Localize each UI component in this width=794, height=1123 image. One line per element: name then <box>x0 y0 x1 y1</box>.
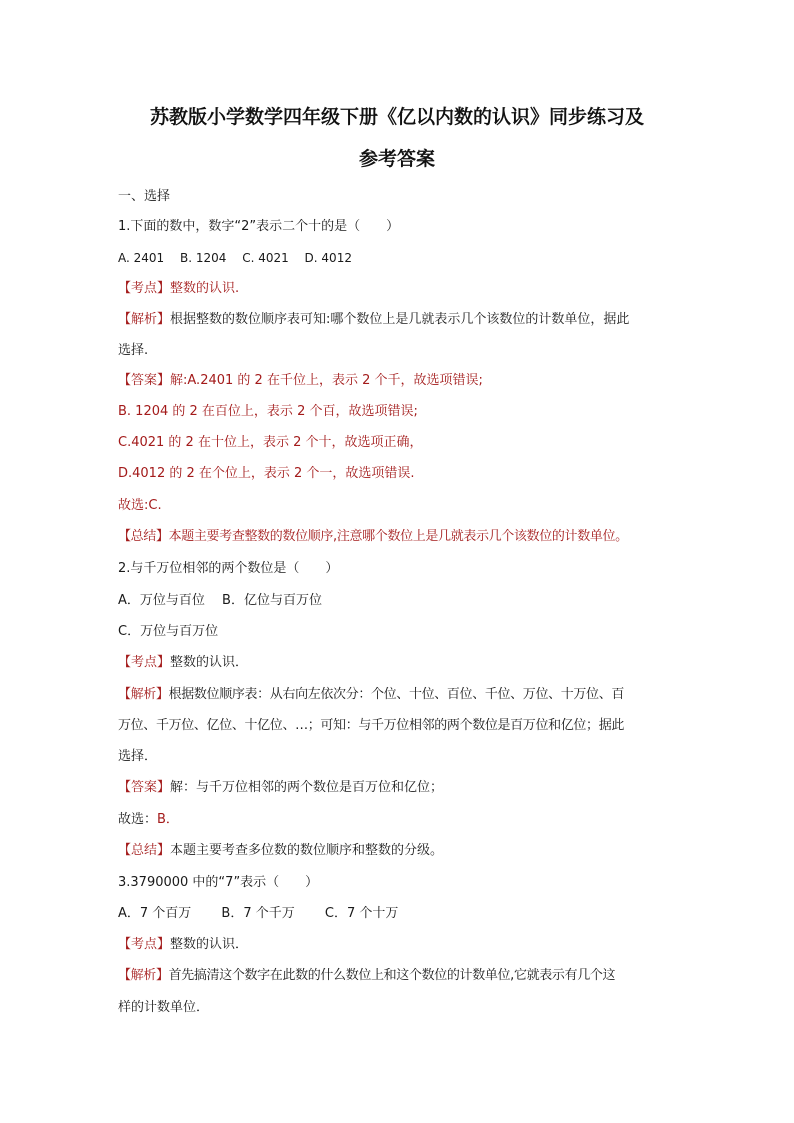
question-1-daan-c: C.4021 的 2 在十位上，表示 2 个十，故选项正确， <box>118 435 423 450</box>
question-2-jiexi-cont-2: 选择． <box>118 749 158 764</box>
guxuan-prefix: 故选： <box>118 812 158 827</box>
question-1-guxuan: 故选:C. <box>118 498 162 513</box>
zongjie-tag: 【总结】 <box>118 529 169 544</box>
kaodian-text: 整数的认识. <box>170 281 240 296</box>
question-1-daan <box>118 372 483 390</box>
question-1-kaodian <box>118 280 239 298</box>
question-2-jiexi <box>118 686 624 704</box>
kaodian-tag: 【考点】 <box>118 281 171 296</box>
document-title-line-2: 参考答案 <box>358 148 435 170</box>
question-3-options: A．7 个百万 B．7 个千万 C．7 个十万 <box>118 906 399 921</box>
daan-tag: 【答案】 <box>118 780 171 795</box>
question-2-kaodian <box>118 654 248 672</box>
kaodian-text: 整数的认识． <box>170 655 249 670</box>
question-3-jiexi-cont: 样的计数单位． <box>118 1000 210 1015</box>
question-2-options-2: C．万位与百万位 <box>118 624 219 639</box>
question-3-jiexi <box>118 967 615 985</box>
question-1-zongjie <box>118 528 628 546</box>
question-2-jiexi-cont-1: 万位、千万位、亿位、十亿位、…；可知：与千万位相邻的两个数位是百万位和亿位；据此 <box>118 718 625 733</box>
kaodian-tag: 【考点】 <box>118 937 171 952</box>
jiexi-tag: 【解析】 <box>118 687 169 702</box>
document-title-line-1: 苏教版小学数学四年级下册《亿以内数的认识》同步练习及 <box>149 106 644 128</box>
daan-text: 解：与千万位相邻的两个数位是百万位和亿位； <box>170 780 444 795</box>
daan-text: 解:A.2401 的 2 在千位上，表示 2 个千，故选项错误; <box>170 373 483 388</box>
jiexi-text: 首先搞清这个数字在此数的什么数位上和这个数位的计数单位,它就表示有几个这 <box>168 968 616 983</box>
section-heading: 一、选择 <box>118 189 171 204</box>
question-1-jiexi-cont: 选择. <box>118 343 149 358</box>
question-1-daan-d: D.4012 的 2 在个位上，表示 2 个一，故选项错误. <box>118 466 415 481</box>
question-1-daan-b: B. 1204 的 2 在百位上，表示 2 个百，故选项错误; <box>118 404 418 419</box>
jiexi-tag: 【解析】 <box>118 312 171 327</box>
zongjie-tag: 【总结】 <box>118 843 171 858</box>
question-3-stem: 3.3790000 中的“7”表示（ ） <box>118 875 319 890</box>
question-2-daan <box>118 779 443 797</box>
daan-tag: 【答案】 <box>118 373 171 388</box>
jiexi-tag: 【解析】 <box>118 968 169 983</box>
kaodian-text: 整数的认识． <box>170 937 249 952</box>
question-2-zongjie <box>118 842 443 860</box>
kaodian-tag: 【考点】 <box>118 655 171 670</box>
question-2-guxuan <box>118 811 179 829</box>
question-1-stem: 1.下面的数中，数字“2”表示二个十的是（ ） <box>118 219 400 234</box>
question-2-stem: 2.与千万位相邻的两个数位是（ ） <box>118 561 339 576</box>
zongjie-text: 本题主要考查整数的数位顺序,注意哪个数位上是几就表示几个该数位的计数单位。 <box>168 529 628 544</box>
question-1-options: A. 2401 B. 1204 C. 4021 D. 4012 <box>118 251 352 265</box>
zongjie-text: 本题主要考查多位数的数位顺序和整数的分级。 <box>170 843 444 858</box>
jiexi-text: 根据整数的数位顺序表可知:哪个数位上是几就表示几个该数位的计数单位，据此 <box>170 312 630 327</box>
jiexi-text: 根据数位顺序表：从右向左依次分：个位、十位、百位、千位、万位、十万位、百 <box>168 687 625 702</box>
guxuan-value: B． <box>157 812 179 827</box>
question-2-options-1: A．万位与百位 B．亿位与百万位 <box>118 593 322 608</box>
question-3-kaodian <box>118 936 248 954</box>
question-1-jiexi <box>118 311 629 329</box>
